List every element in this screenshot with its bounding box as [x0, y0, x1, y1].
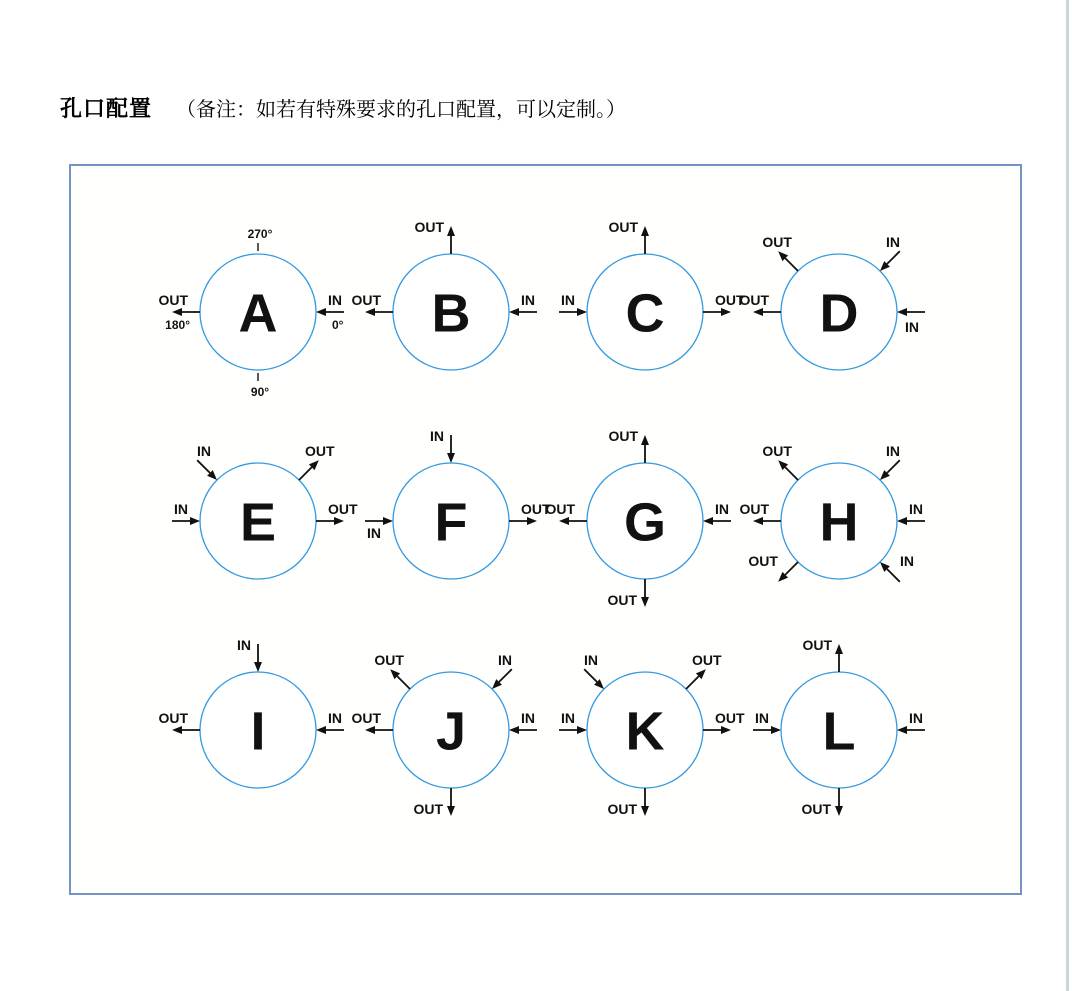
- port-label-in: IN: [909, 710, 923, 726]
- port-label-in: IN: [521, 292, 535, 308]
- port-label-out: OUT: [607, 801, 637, 817]
- config-letter: H: [819, 492, 859, 553]
- port-config-h: [739, 443, 925, 582]
- port-label-in: IN: [583, 651, 598, 668]
- angle-label: 0°: [332, 318, 344, 332]
- arrow-in-head: [577, 726, 587, 734]
- port-config-a: [158, 227, 344, 399]
- port-label-in: IN: [521, 710, 535, 726]
- arrow-in-head: [316, 308, 326, 316]
- angle-label: 180°: [165, 318, 190, 332]
- arrow-out-head: [835, 806, 843, 816]
- arrow-out-line: [785, 258, 798, 271]
- arrow-out-head: [641, 435, 649, 445]
- port-label-in: IN: [900, 553, 915, 570]
- arrow-in-line: [197, 460, 210, 473]
- port-label-in: IN: [328, 710, 342, 726]
- page-edge-line: [1066, 0, 1069, 991]
- arrow-out-head: [172, 726, 182, 734]
- config-letter: I: [250, 701, 266, 762]
- arrow-in-line: [584, 669, 597, 682]
- config-letter: E: [239, 492, 277, 553]
- port-label-out: OUT: [351, 710, 381, 726]
- port-label-in: IN: [367, 525, 381, 541]
- angle-tick-label: 270°: [247, 227, 273, 241]
- arrow-in-head: [771, 726, 781, 734]
- arrow-in-head: [703, 517, 713, 525]
- arrow-in-head: [447, 453, 455, 463]
- port-configuration-diagram: [71, 166, 1016, 889]
- port-label-out: OUT: [351, 292, 381, 308]
- port-label-out: OUT: [414, 219, 444, 235]
- arrow-out-head: [641, 597, 649, 607]
- arrow-in-head: [509, 726, 519, 734]
- port-label-out: OUT: [158, 710, 188, 726]
- arrow-out-head: [721, 308, 731, 316]
- port-config-c: [559, 219, 745, 370]
- port-label-in: IN: [561, 292, 575, 308]
- port-label-out: OUT: [801, 801, 831, 817]
- port-config-j: [351, 652, 537, 817]
- port-label-in: IN: [237, 637, 251, 653]
- port-label-in: IN: [905, 319, 919, 335]
- port-label-out: OUT: [692, 651, 722, 668]
- section-title: 孔口配置: [60, 96, 153, 121]
- section-header: [60, 92, 626, 123]
- port-config-d: [739, 234, 925, 370]
- port-label-out: OUT: [413, 801, 443, 817]
- port-config-f: [365, 428, 551, 579]
- arrow-in-head: [509, 308, 519, 316]
- config-letter: A: [238, 283, 278, 344]
- arrow-in-head: [897, 308, 907, 316]
- arrow-out-head: [835, 644, 843, 654]
- arrow-out-head: [527, 517, 537, 525]
- config-letter: G: [623, 492, 667, 553]
- port-label-out: OUT: [374, 651, 404, 668]
- arrow-out-head: [365, 308, 375, 316]
- port-config-e: [172, 443, 358, 579]
- arrow-in-head: [897, 517, 907, 525]
- port-label-out: OUT: [608, 428, 638, 444]
- arrow-in-head: [254, 662, 262, 672]
- arrow-out-head: [447, 806, 455, 816]
- port-label-out: OUT: [328, 501, 358, 517]
- arrow-in-head: [383, 517, 393, 525]
- port-label-in: IN: [561, 710, 575, 726]
- port-label-in: IN: [430, 428, 444, 444]
- port-label-in: IN: [196, 442, 211, 459]
- arrow-out-line: [686, 676, 699, 689]
- port-label-out: OUT: [739, 501, 769, 517]
- arrow-out-head: [753, 517, 763, 525]
- arrow-out-line: [299, 467, 312, 480]
- arrow-in-head: [897, 726, 907, 734]
- port-label-out: OUT: [715, 292, 745, 308]
- port-label-out: OUT: [715, 710, 745, 726]
- arrow-out-head: [334, 517, 344, 525]
- config-letter: B: [431, 283, 471, 344]
- config-letter: D: [819, 283, 859, 344]
- port-config-k: [559, 652, 745, 817]
- arrow-out-head: [753, 308, 763, 316]
- config-letter: F: [434, 492, 468, 553]
- port-label-out: OUT: [607, 592, 637, 608]
- port-label-out: OUT: [748, 553, 778, 570]
- config-letter: J: [435, 701, 467, 762]
- arrow-out-line: [785, 562, 798, 575]
- port-label-out: OUT: [802, 637, 832, 653]
- arrow-out-head: [641, 806, 649, 816]
- port-label-in: IN: [715, 501, 729, 517]
- arrow-in-line: [887, 251, 900, 264]
- port-label-out: OUT: [545, 501, 575, 517]
- arrow-in-head: [190, 517, 200, 525]
- arrow-out-head: [365, 726, 375, 734]
- arrow-in-line: [887, 460, 900, 473]
- config-letter: C: [625, 283, 665, 344]
- port-label-in: IN: [174, 501, 188, 517]
- section-note: （备注：如若有特殊要求的孔口配置，可以定制。）: [176, 99, 627, 121]
- angle-tick-label: 90°: [250, 385, 270, 399]
- arrow-in-line: [499, 669, 512, 682]
- arrow-out-head: [721, 726, 731, 734]
- port-label-out: OUT: [158, 292, 188, 308]
- port-label-in: IN: [328, 292, 342, 308]
- port-label-in: IN: [886, 442, 901, 459]
- port-config-g: [545, 428, 731, 608]
- arrow-in-line: [887, 569, 900, 582]
- port-label-out: OUT: [305, 442, 335, 459]
- port-label-out: OUT: [739, 292, 769, 308]
- port-label-out: OUT: [608, 219, 638, 235]
- arrow-out-head: [172, 308, 182, 316]
- port-label-out: OUT: [762, 442, 792, 459]
- arrow-out-line: [397, 676, 410, 689]
- config-letter: K: [625, 701, 665, 762]
- port-label-out: OUT: [521, 501, 551, 517]
- port-config-b: [351, 219, 537, 370]
- port-config-l: [753, 637, 925, 817]
- arrow-in-head: [577, 308, 587, 316]
- arrow-out-head: [559, 517, 569, 525]
- port-label-in: IN: [909, 501, 923, 517]
- arrow-in-head: [316, 726, 326, 734]
- arrow-out-head: [641, 226, 649, 236]
- config-letter: L: [822, 701, 856, 762]
- arrow-out-head: [447, 226, 455, 236]
- port-configuration-box: [69, 164, 1022, 895]
- arrow-out-line: [785, 467, 798, 480]
- port-label-in: IN: [498, 651, 513, 668]
- port-config-i: [158, 637, 344, 788]
- port-label-out: OUT: [762, 233, 792, 250]
- port-label-in: IN: [755, 710, 769, 726]
- port-label-in: IN: [886, 233, 901, 250]
